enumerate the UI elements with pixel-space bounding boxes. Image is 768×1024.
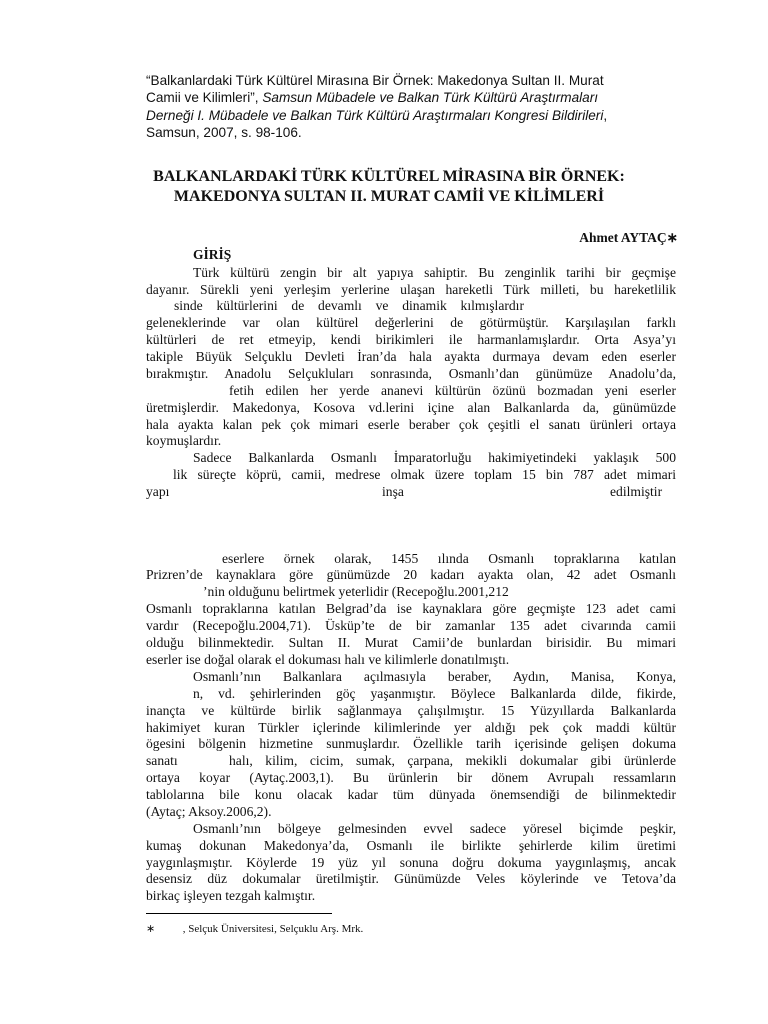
body-line: takiple Büyük Selçuklu Devleti İran’da hala ayakta durmaya devam eden eserler	[146, 349, 676, 364]
body-line: eserler ise doğal olarak el dokuması halı ve kilimlerle donatılmıştı.	[146, 652, 510, 667]
citation-text: “Balkanlardaki Türk Kültürel Mirasına Bir Örnek: Makedonya Sultan II. Murat Camii ve Kilimleri”,	[146, 73, 608, 106]
section-heading: GİRİŞ	[193, 247, 232, 262]
body-line: (Aytaç; Aksoy.2006,2).	[146, 804, 272, 819]
body-line: bırakmıştır. Anadolu Selçukluları sonrasında, Osmanlı’dan günümüze Anadolu’da,	[146, 366, 676, 381]
body-line: Osmanlı topraklarına katılan Belgrad’da ise kaynaklara göre geçmişte 123 adet cami	[146, 601, 676, 616]
body-line: yaygınlaşmıştır. Köylerde 19 yüz yıl sonuna doğru dokuma yaygınlaşmış, ancak	[146, 855, 676, 870]
body-line: ortaya koyar (Aytaç.2003,1). Bu ürünlerin bir dönem Avrupalı ressamların	[146, 770, 676, 785]
body-line: yapı	[146, 484, 170, 499]
body-line: Osmanlı’nın Balkanlara açılmasıyla beraber, Aydın, Manisa, Konya,	[193, 669, 676, 684]
body-line: hakimiyet kuran Türkler içlerinde kilimlerinde yer aldığı pek çok maddi kültür	[146, 720, 676, 735]
body-line: üretmişlerdir. Makedonya, Kosova vd.lerini içine alan Balkanlarda da, günümüzde	[146, 400, 676, 415]
citation	[146, 72, 636, 142]
body-line: geleneklerinde var olan kültürel değerlerini de götürmüştür. Karşılaşılan farklı	[146, 315, 676, 330]
footnote: ∗ , Selçuk Üniversitesi, Selçuklu Arş. Mrk.	[146, 923, 364, 935]
body-line: lik süreçte köprü, camii, medrese olmak üzere toplam 15 bin 787 adet mimari	[173, 467, 676, 482]
body-line: tablolarına bile konu olacak kadar tüm dünyada önemsendiği de bilinmektedir	[146, 787, 676, 802]
body-line: vardır (Recepoğlu.2004,71). Üsküp’te de bir zamanlar 135 adet civarında camii	[146, 618, 676, 633]
body-line: ’nin olduğunu belirtmek yeterlidir (Recepoğlu.2001,212	[203, 584, 509, 599]
body-line: desensiz düz dokumalar üretilmiştir. Günümüzde Veles köylerinde ve Tetova’da	[146, 871, 676, 886]
body-line: n, vd. şehirlerinden göç yaşanmıştır. Böylece Balkanlarda dilde, fikirde,	[193, 686, 676, 701]
body-line: eserlere örnek olarak, 1455 ılında Osmanlı topraklarına katılan	[222, 551, 676, 566]
body-line: inşa	[382, 484, 404, 499]
body-line: inançta ve kültürde birlik sağlanmaya çalışılmıştır. 15 Yüzyıllarda Balkanlarda	[146, 703, 676, 718]
article-title: BALKANLARDAKİ TÜRK KÜLTÜREL MİRASINA BİR ÖRNEK: MAKEDONYA SULTAN II. MURAT CAMİİ VE KİLİMLERİ	[153, 168, 625, 205]
body-line: Osmanlı’nın bölgeye gelmesinden evvel sadece yöresel biçimde peşkir,	[193, 821, 676, 836]
body-line: halı, kilim, cicim, sumak, çarpana, mekikli dokumalar gibi ürünlerde	[229, 753, 676, 768]
body-line: hala ayakta kalan pek çok mimari eserle beraber çok çeşitli el sanatı ürünleri ortaya	[146, 417, 676, 432]
body-line: ögesini bölgenin hizmetine sunmuşlardır. Özellikle tarih içerisinde gelişen dokuma	[146, 736, 676, 751]
body-line: Prizren’de kaynaklara göre günümüzde 20 kadarı ayakta olan, 42 adet Osmanlı	[146, 567, 676, 582]
body-line: olduğu bilinmektedir. Sultan II. Murat Camii’de bunlardan birisidir. Bu mimari	[146, 635, 676, 650]
body-line: birkaç işleyen tezgah kalmıştır.	[146, 888, 316, 903]
body-line: fetih edilen her yerde ananevi kültürün özünü bozmadan yeni eserler	[229, 383, 676, 398]
body-line: Türk kültürü zengin bir alt yapıya sahiptir. Bu zenginlik tarihi bir geçmişe	[193, 265, 676, 280]
body-line: edilmiştir	[610, 484, 663, 499]
body-line: kültürleri de ret etmeyip, kendi birikimleri ile harmanlamışlardır. Orta Asya’yı	[146, 332, 676, 347]
citation-journal: Samsun Mübadele ve Balkan Türk Kültürü Araştırmaları Derneği I. Mübadele ve Balkan Türk Kültürü Araştırmaları Kongresi Bildirileri	[146, 90, 604, 123]
body-line: sinde kültürlerini de devamlı ve dinamik kılmışlardır	[174, 298, 524, 313]
body-line: kumaş dokunan Makedonya’da, Osmanlı ile birlikte şehirlerde kilim üretimi	[146, 838, 676, 853]
author-name: Ahmet AYTAÇ∗	[579, 230, 678, 245]
body-line: koymuşlardır.	[146, 433, 222, 448]
citation-pages: , Samsun, 2007, s. 98-106.	[146, 107, 611, 141]
footnote-separator	[146, 913, 332, 914]
body-line: sanatı	[146, 753, 178, 768]
body-line: dayanır. Sürekli yeni yerleşim yerlerine ulaşan hareketli Türk milleti, bu hareketlilik	[146, 282, 676, 297]
body-line: Sadece Balkanlarda Osmanlı İmparatorluğu hakimiyetindeki yaklaşık 500	[193, 450, 676, 465]
